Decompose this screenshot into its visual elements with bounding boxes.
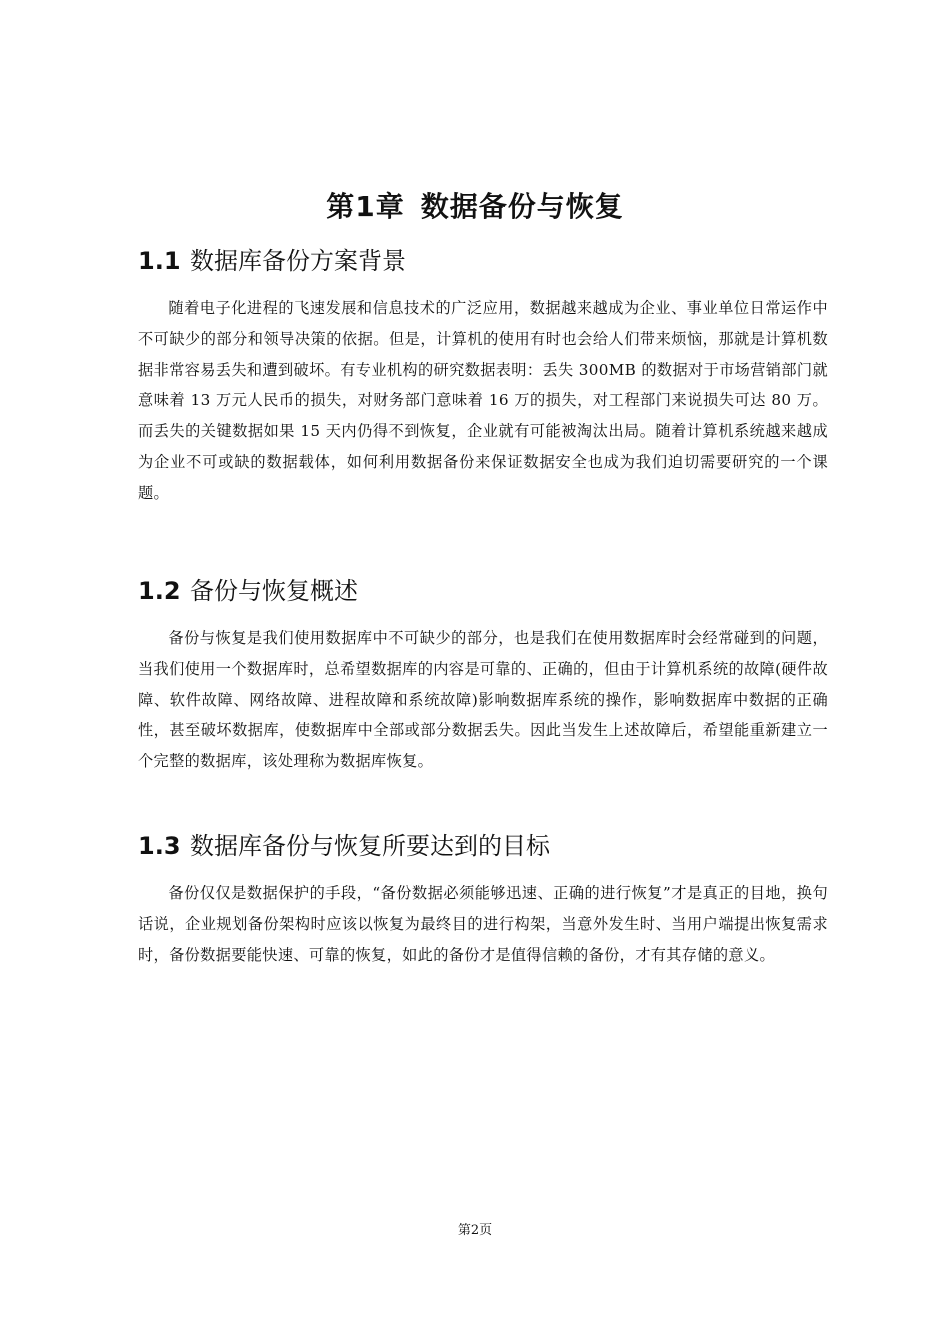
section-1-3: [138, 828, 828, 970]
section-number: 1.2: [138, 577, 181, 605]
page-number: 第2页: [457, 1223, 493, 1238]
section-paragraph: 备份仅仅是数据保护的手段，“备份数据必须能够迅速、正确的进行恢复”才是真正的目地，换句话说，企业规划备份架构时应该以恢复为最终目的进行构架，当意外发生时、当用户端提出恢复需求时，备份数据要能快速、可靠的恢复，如此的备份才是值得信赖的备份，才有其存储的意义。: [138, 884, 828, 964]
section-number: 1.3: [138, 832, 181, 860]
chapter-number: 第1章: [326, 189, 405, 223]
section-1-1: [138, 243, 828, 509]
chapter-title-text: 数据备份与恢复: [420, 189, 624, 223]
section-paragraph: 备份与恢复是我们使用数据库中不可缺少的部分，也是我们在使用数据库时会经常碰到的问题，当我们使用一个数据库时，总希望数据库的内容是可靠的、正确的，但由于计算机系统的故障(硬件故障、软件故障、网络故障、进程故障和系统故障)影响数据库系统的操作，影响数据库中数据的正确性，甚至破坏数据库，使数据库中全部或部分数据丢失。因此当发生上述故障后，希望能重新建立一个完整的数据库，该处理称为数据库恢复。: [138, 629, 828, 771]
section-title: 备份与恢复概述: [190, 577, 358, 605]
chapter-title: [0, 187, 950, 227]
section-1-2: [138, 573, 828, 777]
section-number: 1.1: [138, 247, 181, 275]
section-title: 数据库备份方案背景: [190, 247, 406, 275]
section-paragraph: 随着电子化进程的飞速发展和信息技术的广泛应用，数据越来越成为企业、事业单位日常运作中不可缺少的部分和领导决策的依据。但是，计算机的使用有时也会给人们带来烦恼，那就是计算机数据非常容易丢失和遭到破坏。有专业机构的研究数据表明：丢失 300MB 的数据对于市场营销部门就意味着 13 万元人民币的损失，对财务部门意味着 16 万的损失，对工程部门来说损失可达 80 万。而丢失的关键数据如果 15 天内仍得不到恢复，企业就有可能被淘汰出局。随着计算机系统越来越成为企业不可或缺的数据载体，如何利用数据备份来保证数据安全也成为我们迫切需要研究的一个课题。: [138, 299, 828, 502]
section-heading: [138, 243, 828, 279]
section-title: 数据库备份与恢复所要达到的目标: [190, 832, 550, 860]
section-heading: [138, 828, 828, 864]
section-heading: [138, 573, 828, 609]
